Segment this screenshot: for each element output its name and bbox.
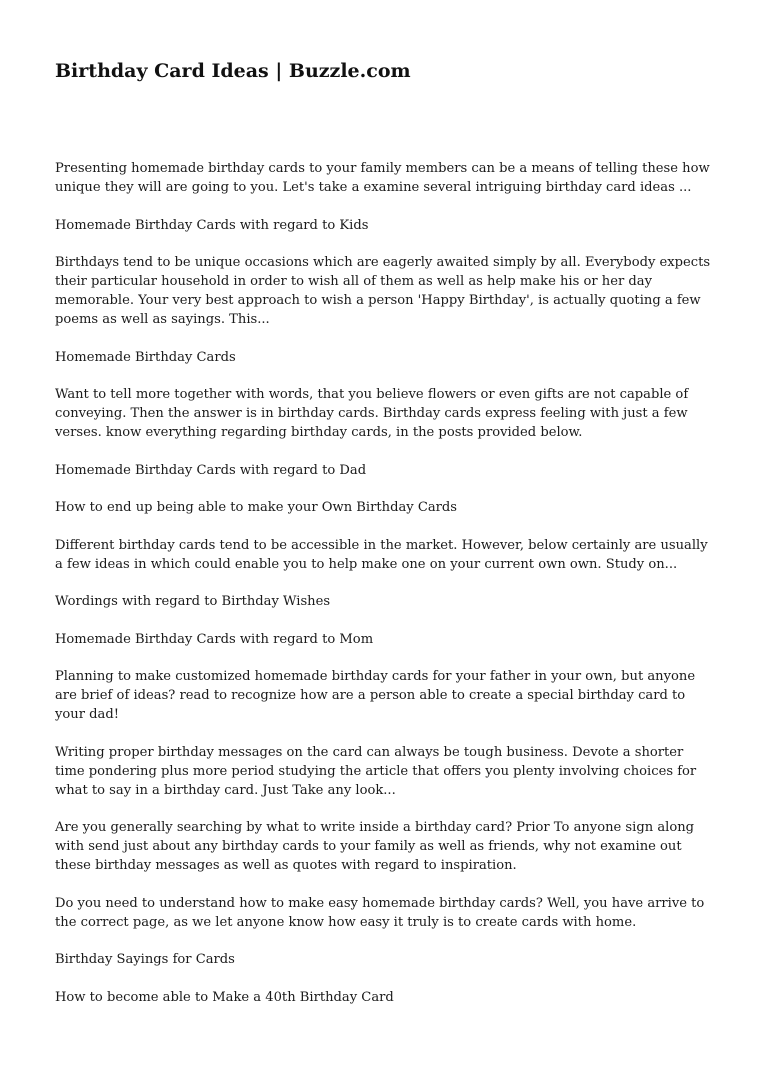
paragraph-writing-messages: Writing proper birthday messages on the card can always be tough business. Devote a shorter time pondering plus more period studying the article that offers you plenty involving choices for what to say in a birthday card. Just Take any look... [55,744,697,798]
paragraph-easy-cards: Do you need to understand how to make easy homemade birthday cards? Well, you have arrive to the correct page, as we let anyone know how easy it truly is to create cards with home. [55,895,705,930]
section-heading-wordings: Wordings with regard to Birthday Wishes [55,594,331,609]
section-heading-make-own: How to end up being able to make your Own Birthday Cards [55,500,458,515]
section-heading-mom: Homemade Birthday Cards with regard to Mom [55,631,374,647]
section-heading-dad: Homemade Birthday Cards with regard to Dad [55,462,367,478]
section-heading-40th: How to become able to Make a 40th Birthday Card [55,989,394,1005]
intro-paragraph: Presenting homemade birthday cards to your family members can be a means of telling these how unique they will are going to you. Let's take a examine several intriguing birthday card ideas ... [55,161,710,195]
section-heading-homemade-cards: Homemade Birthday Cards [55,349,236,365]
paragraph-what-to-write: Are you generally searching by what to write inside a birthday card? Prior To anyone sign along with send just about any birthday cards to your family as well as friends, why not examine out these birthday messages as well as quotes with regard to inspiration. [55,820,695,873]
paragraph-tell-more: Want to tell more together with words, that you believe flowers or even gifts are not capable of conveying. Then the answer is in birthday cards. Birthday cards express feeling with just a few verses. know everything regarding birthday cards, in the posts provided below. [55,387,689,440]
paragraph-planning: Planning to make customized homemade birthday cards for your father in your own, but anyone are brief of ideas? read to recognize how are a person able to create a special birthday card to your dad! [55,669,696,722]
paragraph-birthdays: Birthdays tend to be unique occasions which are eagerly awaited simply by all. Everybody expects their particular household in order to wish all of them as well as help make his or her day memorable. Your very best approach to wish a person 'Happy Birthday', is actually quoting a few poems as well as sayings. This... [55,255,711,327]
section-heading-kids: Homemade Birthday Cards with regard to Kids [55,217,369,233]
document-body [55,159,717,1025]
document-title: Birthday Card Ideas | Buzzle.com [55,60,411,82]
paragraph-different-cards: Different birthday cards tend to be accessible in the market. However, below certainly are usually a few ideas in which could enable you to help make one on your current own own. Study on... [55,537,708,572]
section-heading-sayings: Birthday Sayings for Cards [55,952,235,967]
